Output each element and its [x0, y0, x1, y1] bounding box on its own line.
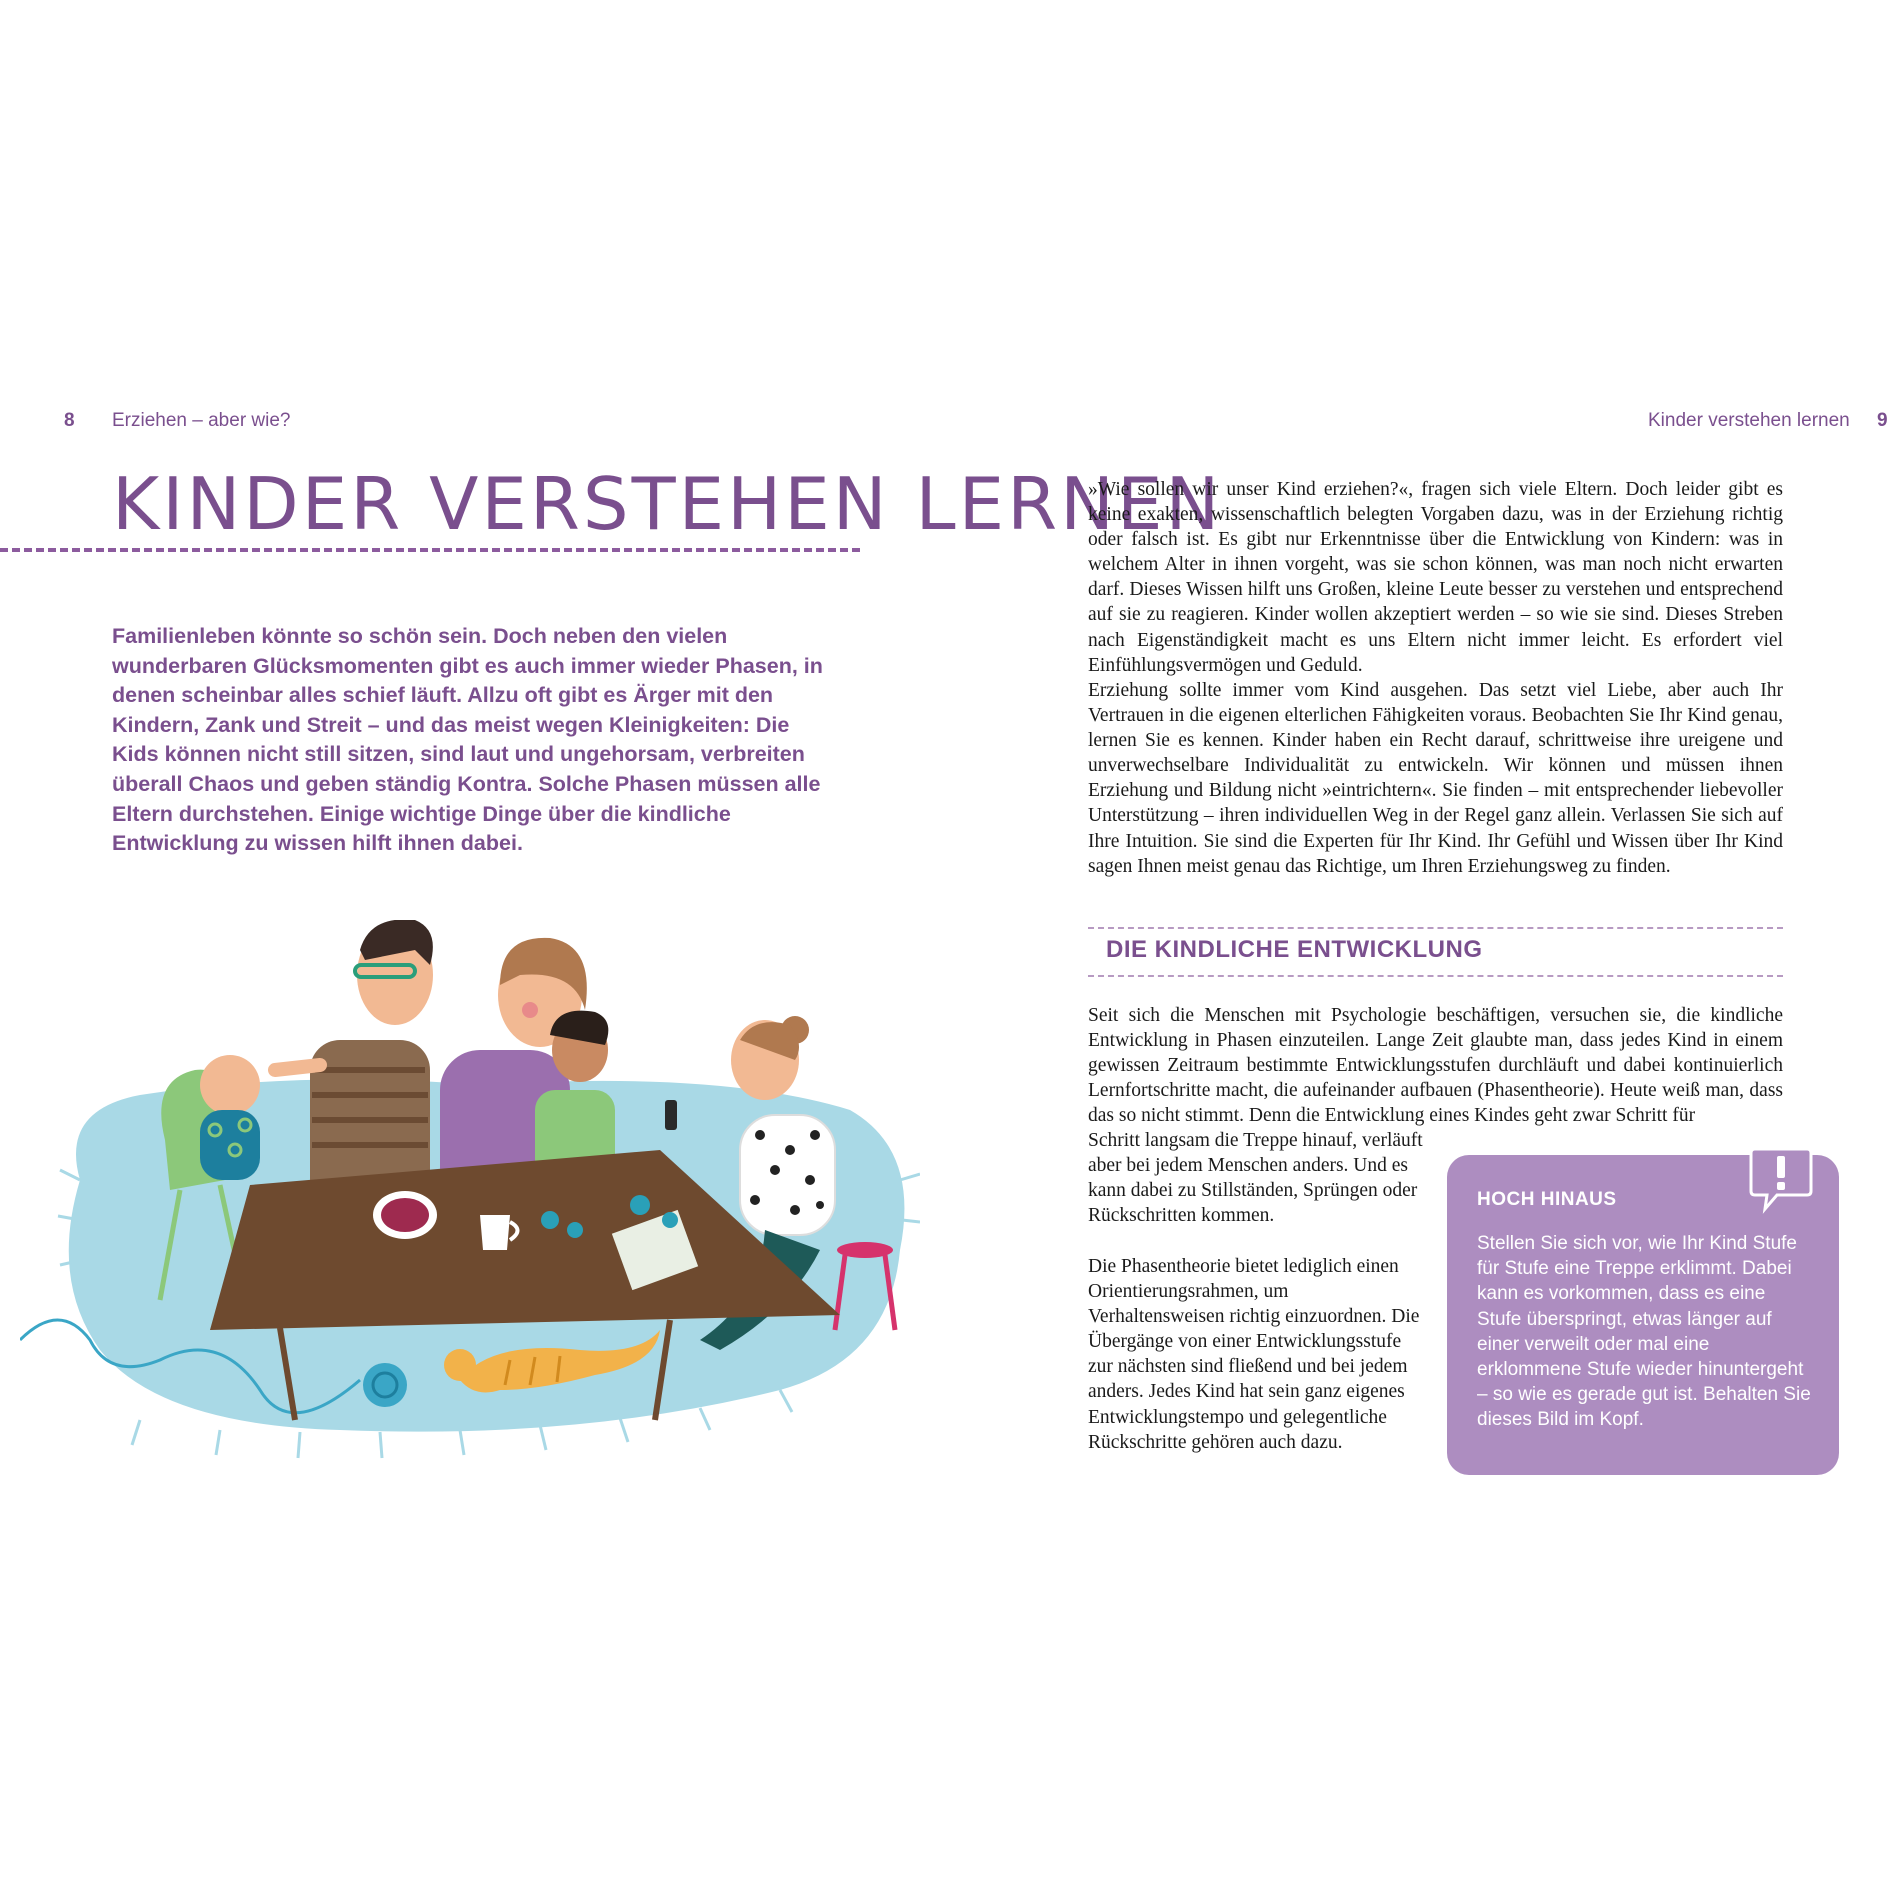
- tip-callout-box: [1447, 1155, 1839, 1475]
- body-paragraph-3: Seit sich die Menschen mit Psychologie beschäftigen, versuchen sie, die kindliche Entwicklung in Phasen einzuteilen. Lange Zeit glaubte man, dass jedes Kind in einem gewissen Zeitraum bestimmte Entwicklungsstufen durchläuft und dabei kontinuierlich Lernfortschritte macht, die aufeinander aufbauen (Phasentheorie). Heute weiß man, dass das so nicht stimmt. Denn die Entwicklung eines Kindes geht zwar Schritt für: [1088, 1005, 1783, 1127]
- callout-title: HOCH HINAUS: [1477, 1189, 1617, 1210]
- family-table-illustration: [20, 920, 920, 1480]
- baby-head: [200, 1055, 260, 1115]
- mug: [480, 1215, 510, 1250]
- body-paragraph-1: »Wie sollen wir unser Kind erziehen?«, fragen sich viele Eltern. Doch leider gibt es keine exakten, wissenschaftlich belegten Vorgaben dazu, was in der Erziehung richtig oder falsch ist. Es gibt nur Erkenntnisse über die Entwicklung von Kindern: was in welchem Alter in ihnen vorgeht, was sie schon können, was man noch nicht erwarten darf. Dieses Wissen hilft uns Großen, kleine Leute besser zu verstehen und entsprechend auf sie zu reagieren. Kinder wollen akzeptiert werden – so wie sie sind. Dieses Streben nach Eigenständigkeit macht es uns Eltern nicht immer leicht. Es erfordert viel Einfühlungsvermögen und Geduld.: [1088, 479, 1783, 676]
- subhead-divider-bottom: [1088, 975, 1783, 977]
- body-paragraph-4: Die Phasentheorie bietet lediglich einen Orientierungsrahmen, um Verhaltensweisen richtig einzuordnen. Die Übergänge von einer Entwicklungsstufe zur nächsten sind fließend und bei jedem anders. Jedes Kind hat sein ganz eigenes Entwicklungstempo und gelegentliche Rückschritte gehören auch dazu.: [1088, 1256, 1420, 1453]
- page-number-right: [1877, 410, 1888, 432]
- chapter-title: KINDER VERSTEHEN LERNEN: [112, 462, 1223, 546]
- running-head-right: Kinder verstehen lernen: [1648, 410, 1850, 431]
- folio-number: 8: [64, 410, 75, 431]
- folio-number: 9: [1877, 410, 1888, 431]
- exclamation-speech-bubble-icon: [1747, 1147, 1815, 1219]
- title-divider: [0, 548, 860, 552]
- running-head-left: Erziehen – aber wie?: [112, 410, 291, 431]
- body-paragraph-3-continued: Schritt langsam die Treppe hinauf, verläuft aber bei jedem Menschen anders. Und es kann dabei zu Stillständen, Sprüngen oder Rückschritten kommen.: [1088, 1130, 1423, 1227]
- intro-paragraph: Familienleben könnte so schön sein. Doch neben den vielen wunderbaren Glücksmomenten gibt es auch immer wieder Phasen, in denen scheinbar alles schief läuft. Allzu oft gibt es Ärger mit den Kindern, Zank und Streit – und das meist wegen Kleinigkeiten: Die Kids können nicht still sitzen, sind laut und ungehorsam, verbreiten überall Chaos und geben ständig Kontra. Solche Phasen müssen alle Eltern durchstehen. Einige wichtige Dinge über die kindliche Entwicklung zu wissen hilft ihnen dabei.: [112, 624, 823, 856]
- section-subhead: DIE KINDLICHE ENTWICKLUNG: [1106, 936, 1483, 963]
- callout-body: Stellen Sie sich vor, wie Ihr Kind Stufe für Stufe eine Treppe erklimmt. Dabei kann es vorkommen, dass es eine Stufe überspringt, etwas länger auf einer verweilt oder mal eine erklommene Stufe wieder hinuntergeht – so wie es gerade gut ist. Behalten Sie dieses Bild im Kopf.: [1477, 1233, 1811, 1431]
- page-number-left: [64, 410, 75, 432]
- daughter-body: [740, 1115, 835, 1235]
- subhead-divider-top: [1088, 927, 1783, 929]
- yarn-ball: [363, 1363, 407, 1407]
- right-page: [945, 0, 1890, 1890]
- body-paragraph-2: Erziehung sollte immer vom Kind ausgehen. Das setzt viel Liebe, aber auch Ihr Vertrauen in die eigenen elterlichen Fähigkeiten voraus. Beobachten Sie Ihr Kind genau, lernen Sie es kennen. Kinder haben ein Recht darauf, schrittweise ihre ureigene und unverwechselbare Individualität zu entwickeln. Wir können und müssen ihnen Erziehung und Bildung nicht »eintrichtern«. Sie finden – mit entsprechender liebevoller Unterstützung – ihren individuellen Weg in der Regel ganz allein. Verlassen Sie sich auf Ihre Intuition. Sie sind die Experten für Ihr Kind. Ihr Gefühl und Wissen über Ihr Kind sagen Ihnen meist genau das Richtige, um Ihren Erziehungsweg zu finden.: [1088, 680, 1783, 877]
